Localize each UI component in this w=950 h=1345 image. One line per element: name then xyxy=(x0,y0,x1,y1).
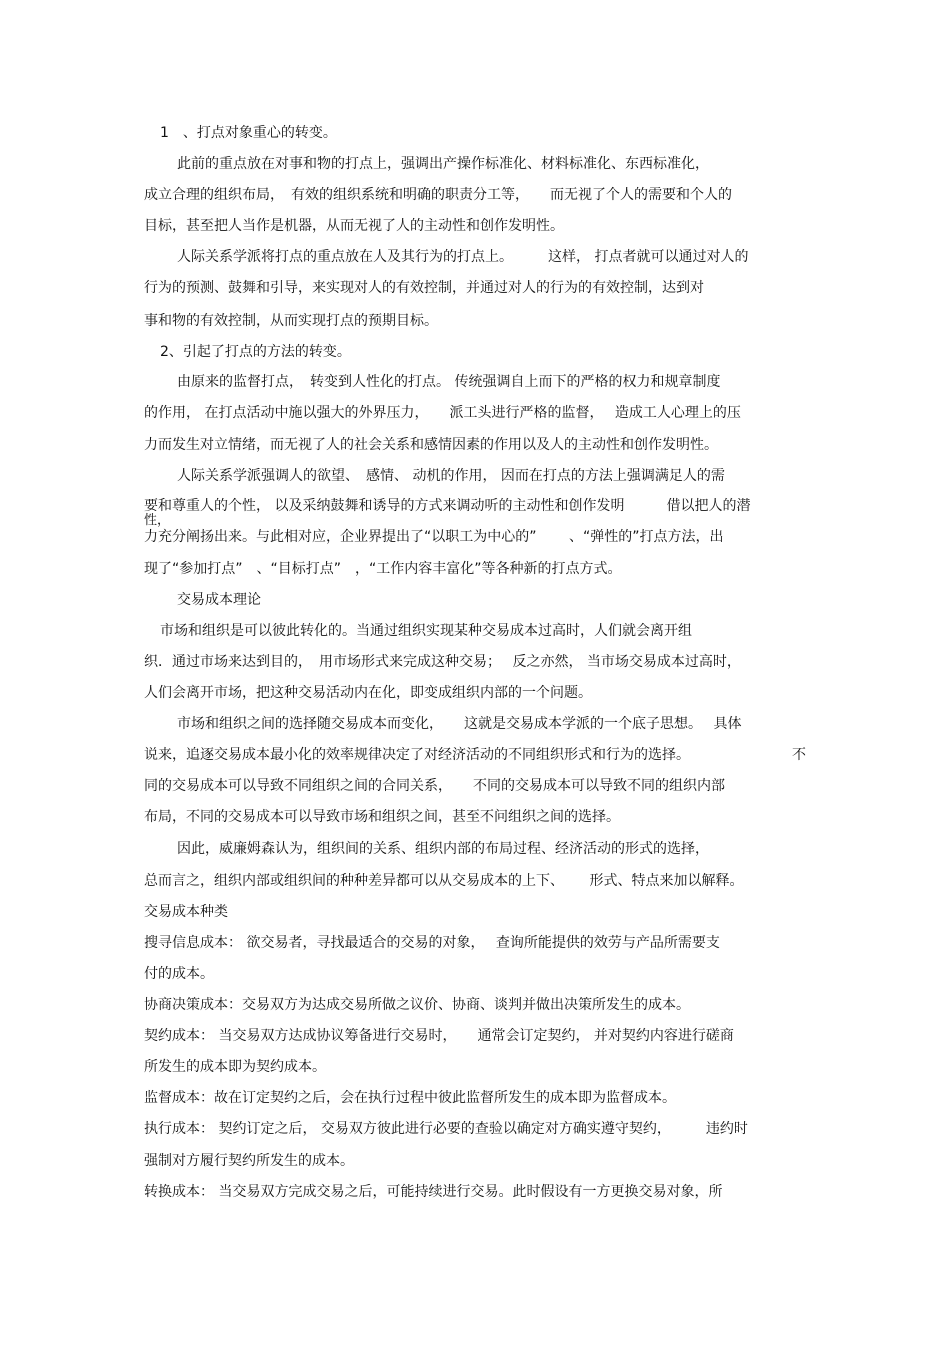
paragraph-line-28: 搜寻信息成本： 欲交易者，寻找最适合的交易的对象， 查询所能提供的效劳与产品所需要支 xyxy=(144,935,720,951)
paragraph-line-10: 的作用， 在打点活动中施以强大的外界压力， 派工头进行严格的监督， 造成工人心理上的压 xyxy=(144,405,741,421)
paragraph-line-7: 事和物的有效控制，从而实现打点的预期目标。 xyxy=(144,313,438,329)
paragraph-line-5: 人际关系学派将打点的重点放在人及其行为的打点上。 这样， 打点者就可以通过对人的 xyxy=(177,249,749,265)
paragraph-line-3: 成立合理的组织布局， 有效的组织系统和明确的职责分工等， 而无视了个人的需要和个人的 xyxy=(144,187,732,203)
paragraph-line-31: 契约成本： 当交易双方达成协议筹备进行交易时， 通常会订定契约， 并对契约内容进行磋商 xyxy=(144,1028,734,1044)
paragraph-line-26: 总而言之，组织内部或组织间的种种差异都可以从交易成本的上下、 形式、特点来加以解释。 xyxy=(144,873,744,889)
paragraph-line-4: 目标，甚至把人当作是机器，从而无视了人的主动性和创作发明性。 xyxy=(144,218,564,234)
paragraph-line-30: 协商决策成本：交易双方为达成交易所做之议价、协商、谈判并做出决策所发生的成本。 xyxy=(144,997,690,1013)
paragraph-line-22-end: 不 xyxy=(792,747,806,763)
paragraph-line-32: 所发生的成本即为契约成本。 xyxy=(144,1059,326,1075)
paragraph-line-9: 由原来的监督打点， 转变到人性化的打点。 传统强调自上而下的严格的权力和规章制度 xyxy=(177,374,721,390)
paragraph-line-23: 同的交易成本可以导致不同组织之间的合同关系， 不同的交易成本可以导致不同的组织内部 xyxy=(144,778,725,794)
paragraph-line-15: 力充分阐扬出来。与此相对应，企业界提出了“以职工为中心的” 、“弹性的”打点方法，出 xyxy=(144,529,724,545)
paragraph-line-19: 织．通过市场来达到目的， 用市场形式来完成这种交易； 反之亦然， 当市场交易成本过高时， xyxy=(144,654,741,670)
section-title-transaction-cost-types: 交易成本种类 xyxy=(144,904,228,920)
paragraph-line-18: 市场和组织是可以彼此转化的。当通过组织实现某种交易成本过高时，人们就会离开组 xyxy=(160,623,692,639)
paragraph-line-25: 因此，威廉姆森认为，组织间的关系、组织内部的布局过程、经济活动的形式的选择， xyxy=(177,841,709,857)
paragraph-line-29: 付的成本。 xyxy=(144,966,214,982)
paragraph-line-16: 现了“参加打点” 、“目标打点” ，“工作内容丰富化”等各种新的打点方式。 xyxy=(144,561,622,577)
paragraph-line-34: 执行成本： 契约订定之后， 交易双方彼此进行必要的查验以确定对方确实遵守契约， 违约时 xyxy=(144,1121,748,1137)
heading-line-8: 2、引起了打点的方法的转变。 xyxy=(160,344,351,360)
paragraph-line-13: 要和尊重人的个性， 以及采纳鼓舞和诱导的方式来调动听的主动性和创作发明 借以把人的潜 xyxy=(144,498,751,514)
paragraph-line-33: 监督成本：故在订定契约之后，会在执行过程中彼此监督所发生的成本即为监督成本。 xyxy=(144,1090,676,1106)
paragraph-line-6: 行为的预测、鼓舞和引导，来实现对人的有效控制，并通过对人的行为的有效控制，达到对 xyxy=(144,280,704,296)
paragraph-line-22: 说来，追逐交易成本最小化的效率规律决定了对经济活动的不同组织形式和行为的选择。 xyxy=(144,747,690,763)
heading-line-1: 1 、打点对象重心的转变。 xyxy=(160,125,337,141)
paragraph-line-20: 人们会离开市场，把这种交易活动内在化，即变成组织内部的一个问题。 xyxy=(144,685,592,701)
paragraph-line-11: 力而发生对立情绪，而无视了人的社会关系和感情因素的作用以及人的主动性和创作发明性。 xyxy=(144,437,718,453)
paragraph-line-2: 此前的重点放在对事和物的打点上，强调出产操作标准化、材料标准化、东西标准化， xyxy=(177,156,709,172)
paragraph-line-12: 人际关系学派强调人的欲望、 感情、 动机的作用， 因而在打点的方法上强调满足人的需 xyxy=(177,468,725,484)
paragraph-line-24: 布局，不同的交易成本可以导致市场和组织之间，甚至不问组织之间的选择。 xyxy=(144,809,620,825)
paragraph-line-21: 市场和组织之间的选择随交易成本而变化， 这就是交易成本学派的一个底子思想。 具体 xyxy=(177,716,742,732)
paragraph-line-36: 转换成本： 当交易双方完成交易之后，可能持续进行交易。此时假设有一方更换交易对象，所 xyxy=(144,1184,723,1200)
paragraph-line-14: 性， xyxy=(144,513,171,528)
section-title-transaction-cost-theory: 交易成本理论 xyxy=(177,592,261,608)
paragraph-line-35: 强制对方履行契约所发生的成本。 xyxy=(144,1153,354,1169)
